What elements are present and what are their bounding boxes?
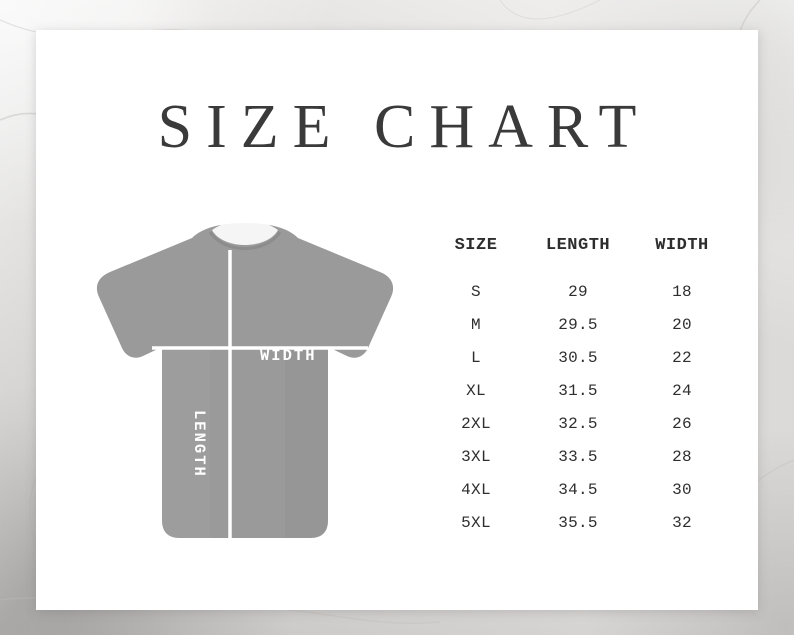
column-header-width: WIDTH (655, 236, 709, 255)
table-row (430, 506, 730, 539)
cell-length: 30.5 (558, 348, 598, 367)
cell-width: 32 (672, 513, 692, 532)
size-table (430, 235, 750, 539)
cell-width: 18 (672, 282, 692, 301)
cell-size: L (471, 348, 481, 367)
cell-length: 35.5 (558, 513, 598, 532)
table-row (430, 407, 730, 440)
cell-width: 30 (672, 480, 692, 499)
cell-size: 5XL (461, 513, 491, 532)
cell-size: S (471, 282, 481, 301)
cell-length: 34.5 (558, 480, 598, 499)
cell-size: 4XL (461, 480, 491, 499)
cell-length: 31.5 (558, 381, 598, 400)
length-guide-label: LENGTH (190, 410, 208, 478)
table-row (430, 275, 730, 308)
cell-size: M (471, 315, 481, 334)
cell-width: 26 (672, 414, 692, 433)
width-guide-label: WIDTH (260, 347, 317, 365)
tshirt-icon (80, 220, 410, 570)
column-header-length: LENGTH (545, 236, 611, 255)
cell-size: 2XL (461, 414, 491, 433)
cell-length: 29 (568, 282, 588, 301)
cell-size: XL (466, 381, 486, 400)
size-chart-card (36, 30, 758, 610)
cell-width: 28 (672, 447, 692, 466)
cell-length: 33.5 (558, 447, 598, 466)
cell-width: 24 (672, 381, 692, 400)
column-header-size: SIZE (454, 236, 498, 255)
table-row (430, 440, 730, 473)
table-header-row (430, 235, 730, 275)
table-row (430, 374, 730, 407)
cell-length: 29.5 (558, 315, 598, 334)
cell-width: 22 (672, 348, 692, 367)
table-row (430, 473, 730, 506)
table-row (430, 341, 730, 374)
cell-width: 20 (672, 315, 692, 334)
cell-length: 32.5 (558, 414, 598, 433)
cell-size: 3XL (461, 447, 491, 466)
page-title: SIZE CHART (157, 93, 651, 161)
tshirt-illustration (80, 220, 410, 570)
table-row (430, 308, 730, 341)
